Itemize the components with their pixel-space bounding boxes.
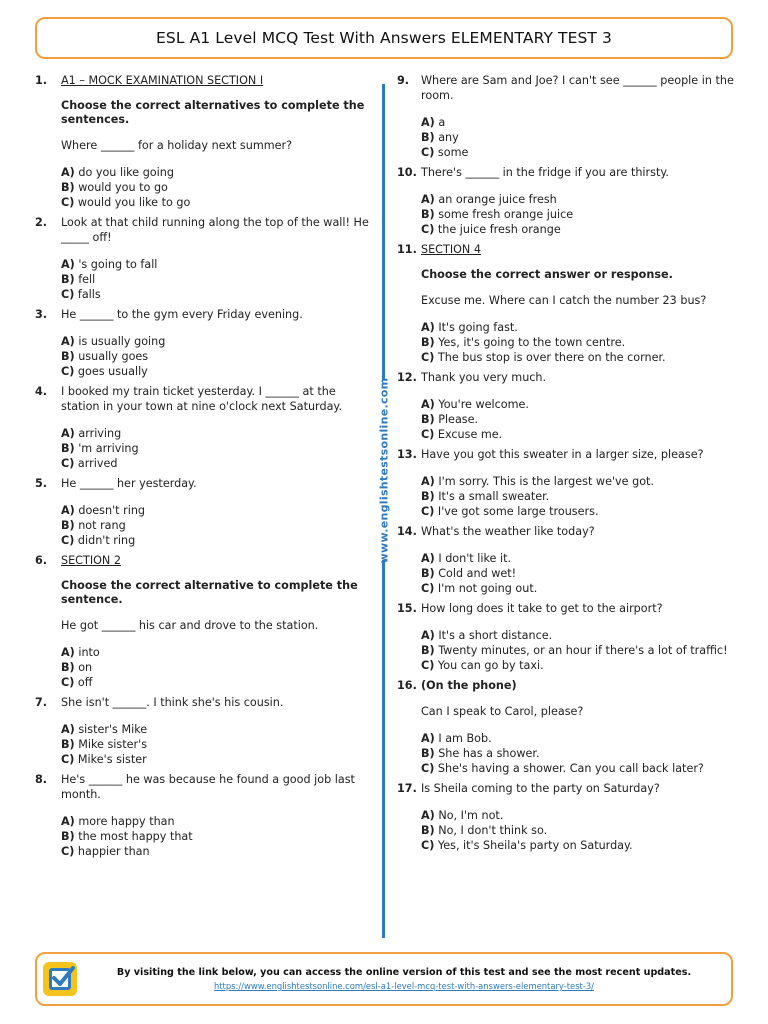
option-text: happier than [77, 845, 150, 858]
answer-options [61, 503, 375, 548]
option-letter: A) [61, 427, 75, 440]
question-number: 6. [35, 554, 48, 567]
option-text: Yes, it's going to the town centre. [438, 336, 626, 349]
option-letter: A) [421, 552, 435, 565]
footer-link[interactable]: https://www.englishtestsonline.com/esl-a1-level-mcq-test-with-answers-elementary-test-3/ [213, 981, 595, 991]
option-letter: B) [421, 567, 435, 580]
answer-option[interactable] [61, 814, 375, 829]
question-item [35, 695, 375, 767]
question-text: He ______ to the gym every Friday evening. [61, 308, 303, 321]
side-watermark [376, 377, 392, 563]
answer-option[interactable] [61, 349, 375, 364]
question-text: Can I speak to Carol, please? [421, 705, 584, 718]
option-text: any [438, 131, 459, 144]
option-letter: C) [421, 505, 435, 518]
option-letter: C) [61, 457, 75, 470]
option-letter: B) [61, 830, 75, 843]
option-letter: A) [421, 732, 435, 745]
option-letter: A) [421, 475, 435, 488]
answer-option[interactable] [61, 844, 375, 859]
answer-options [421, 808, 737, 853]
section-heading: A1 – MOCK EXAMINATION SECTION I [61, 74, 264, 87]
answer-option[interactable] [61, 272, 375, 287]
answer-option[interactable] [61, 533, 375, 548]
answer-option[interactable] [61, 195, 375, 210]
option-letter: C) [61, 288, 75, 301]
option-letter: A) [61, 335, 75, 348]
answer-option[interactable] [421, 504, 737, 519]
option-text: 'm arriving [78, 442, 139, 455]
option-letter: B) [421, 490, 435, 503]
question-item [397, 165, 737, 237]
question-text: How long does it take to get to the airport? [421, 602, 663, 615]
option-letter: B) [61, 738, 75, 751]
option-text: She has a shower. [438, 747, 540, 760]
answer-options [421, 192, 737, 237]
question-item [397, 73, 737, 160]
option-text: not rang [78, 519, 126, 532]
answer-options [61, 165, 375, 210]
answer-option[interactable] [61, 675, 375, 690]
option-letter: C) [421, 582, 435, 595]
question-item [35, 476, 375, 548]
question-text: Thank you very much. [421, 371, 547, 384]
answer-option[interactable] [61, 829, 375, 844]
answer-option[interactable] [421, 207, 737, 222]
answer-options [421, 397, 737, 442]
question-item [397, 447, 737, 519]
question-text: Where ______ for a holiday next summer? [61, 139, 293, 152]
option-text: You can go by taxi. [437, 659, 544, 672]
option-text: The bus stop is over there on the corner. [437, 351, 666, 364]
question-text: What's the weather like today? [421, 525, 595, 538]
option-letter: C) [421, 146, 435, 159]
answer-options [421, 731, 737, 776]
question-number: 15. [397, 602, 417, 615]
answer-option[interactable] [61, 752, 375, 767]
answer-option[interactable] [421, 474, 737, 489]
answer-option[interactable] [421, 746, 737, 761]
question-number: 13. [397, 448, 417, 461]
answer-option[interactable] [421, 551, 737, 566]
option-text: into [78, 646, 100, 659]
answer-option[interactable] [61, 645, 375, 660]
option-text: I am Bob. [438, 732, 492, 745]
section-heading: SECTION 2 [61, 554, 121, 567]
question-text: Is Sheila coming to the party on Saturday? [421, 782, 660, 795]
answer-options [421, 551, 737, 596]
option-letter: A) [61, 504, 75, 517]
question-item [35, 384, 375, 471]
option-letter: B) [61, 519, 75, 532]
option-letter: B) [61, 442, 75, 455]
footer-text: By visiting the link below, you can access the online version of this test and see the most recent updates. [116, 967, 692, 978]
option-text: didn't ring [77, 534, 136, 547]
option-text: I'm not going out. [437, 582, 538, 595]
answer-option[interactable] [421, 761, 737, 776]
option-text: arrived [77, 457, 118, 470]
question-number: 16. [397, 679, 417, 692]
answer-option[interactable] [61, 441, 375, 456]
option-letter: C) [61, 534, 75, 547]
option-letter: A) [61, 166, 75, 179]
option-letter: B) [421, 413, 435, 426]
answer-option[interactable] [61, 518, 375, 533]
answer-options [421, 115, 737, 160]
answer-option[interactable] [61, 334, 375, 349]
option-text: No, I don't think so. [438, 824, 548, 837]
option-text: usually goes [78, 350, 149, 363]
answer-option[interactable] [421, 222, 737, 237]
option-letter: A) [421, 116, 435, 129]
option-text: goes usually [77, 365, 148, 378]
answer-option[interactable] [421, 130, 737, 145]
answer-option[interactable] [61, 165, 375, 180]
question-number: 11. [397, 243, 417, 256]
answer-option[interactable] [421, 335, 737, 350]
answer-option[interactable] [421, 658, 737, 673]
option-text: 's going to fall [78, 258, 158, 271]
answer-option[interactable] [421, 823, 737, 838]
answer-option[interactable] [421, 427, 737, 442]
answer-option[interactable] [421, 320, 737, 335]
question-item [35, 772, 375, 859]
option-letter: C) [421, 762, 435, 775]
option-letter: A) [61, 646, 75, 659]
question-text: Have you got this sweater in a larger size, please? [421, 448, 704, 461]
option-text: Mike sister's [78, 738, 148, 751]
question-number: 14. [397, 525, 417, 538]
option-text: an orange juice fresh [438, 193, 557, 206]
option-letter: C) [421, 659, 435, 672]
answer-option[interactable] [61, 180, 375, 195]
option-letter: B) [61, 181, 75, 194]
answer-option[interactable] [61, 287, 375, 302]
section-instruction: Choose the correct alternative to complete the sentence. [61, 579, 358, 606]
question-item [397, 678, 737, 776]
option-text: You're welcome. [438, 398, 529, 411]
option-letter: A) [421, 629, 435, 642]
answer-option[interactable] [61, 737, 375, 752]
option-text: Mike's sister [77, 753, 147, 766]
question-item [397, 370, 737, 442]
left-column [35, 73, 375, 864]
question-text: She isn't ______. I think she's his cousin. [61, 696, 284, 709]
option-letter: B) [61, 661, 75, 674]
option-letter: B) [421, 644, 435, 657]
answer-option[interactable] [421, 643, 737, 658]
option-text: It's going fast. [438, 321, 518, 334]
right-column [397, 73, 737, 858]
option-letter: B) [421, 336, 435, 349]
question-text: He ______ her yesterday. [61, 477, 197, 490]
answer-option[interactable] [61, 364, 375, 379]
question-item [35, 307, 375, 379]
option-letter: A) [421, 809, 435, 822]
question-number: 3. [35, 308, 48, 321]
answer-option[interactable] [421, 566, 737, 581]
option-text: She's having a shower. Can you call back later? [437, 762, 704, 775]
option-letter: C) [61, 845, 75, 858]
question-number: 12. [397, 371, 417, 384]
option-text: sister's Mike [78, 723, 148, 736]
option-text: the juice fresh orange [437, 223, 561, 236]
option-letter: B) [61, 350, 75, 363]
question-number: 9. [397, 74, 410, 87]
option-text: some fresh orange juice [438, 208, 574, 221]
option-letter: C) [421, 428, 435, 441]
option-text: I don't like it. [438, 552, 512, 565]
option-letter: A) [421, 398, 435, 411]
question-text: He's ______ he was because he found a good job last month. [61, 773, 355, 801]
option-letter: A) [421, 321, 435, 334]
question-number: 2. [35, 216, 48, 229]
option-letter: A) [61, 258, 75, 271]
option-letter: A) [421, 193, 435, 206]
option-text: No, I'm not. [438, 809, 504, 822]
answer-option[interactable] [421, 838, 737, 853]
section-instruction: Choose the correct alternatives to complete the sentences. [61, 99, 365, 126]
answer-option[interactable] [421, 397, 737, 412]
option-text: falls [77, 288, 101, 301]
option-text: Excuse me. [437, 428, 503, 441]
answer-option[interactable] [421, 489, 737, 504]
option-letter: B) [421, 208, 435, 221]
question-item [397, 601, 737, 673]
option-text: I've got some large trousers. [437, 505, 599, 518]
option-letter: C) [421, 351, 435, 364]
question-item [35, 215, 375, 302]
page-title: ESL A1 Level MCQ Test With Answers ELEMENTARY TEST 3 [35, 17, 733, 59]
question-item [397, 242, 737, 365]
option-letter: C) [421, 223, 435, 236]
answer-option[interactable] [61, 257, 375, 272]
answer-option[interactable] [421, 731, 737, 746]
answer-options [61, 334, 375, 379]
option-text: do you like going [78, 166, 174, 179]
option-text: arriving [78, 427, 122, 440]
question-text: Excuse me. Where can I catch the number 23 bus? [421, 294, 707, 307]
question-text: There's ______ in the fridge if you are thirsty. [421, 166, 669, 179]
option-text: would you like to go [77, 196, 191, 209]
option-text: I'm sorry. This is the largest we've got. [438, 475, 654, 488]
option-text: Cold and wet! [438, 567, 517, 580]
answer-option[interactable] [421, 412, 737, 427]
answer-option[interactable] [61, 722, 375, 737]
option-letter: C) [61, 753, 75, 766]
question-item [397, 524, 737, 596]
option-letter: B) [421, 747, 435, 760]
question-item [35, 73, 375, 210]
question-text: He got ______ his car and drove to the station. [61, 619, 319, 632]
option-text: some [437, 146, 469, 159]
question-item [397, 781, 737, 853]
option-letter: A) [61, 815, 75, 828]
option-text: Yes, it's Sheila's party on Saturday. [437, 839, 633, 852]
question-text: I booked my train ticket yesterday. I ______ at the station in your town at nine o'clock next Saturday. [61, 385, 343, 413]
option-text: on [78, 661, 93, 674]
website-label: www.englishtestsonline.com [377, 377, 391, 563]
question-item [35, 553, 375, 690]
answer-option[interactable] [421, 628, 737, 643]
option-letter: B) [421, 131, 435, 144]
question-text: Where are Sam and Joe? I can't see ______ people in the room. [421, 74, 734, 102]
option-text: would you to go [78, 181, 168, 194]
answer-option[interactable] [421, 115, 737, 130]
answer-option[interactable] [61, 426, 375, 441]
option-text: It's a small sweater. [438, 490, 550, 503]
option-text: fell [78, 273, 96, 286]
answer-options [61, 814, 375, 859]
question-number: 10. [397, 166, 417, 179]
option-letter: C) [61, 365, 75, 378]
option-letter: A) [61, 723, 75, 736]
answer-options [61, 645, 375, 690]
answer-options [421, 474, 737, 519]
question-number: 17. [397, 782, 417, 795]
checkbox-logo-icon [43, 962, 77, 996]
section-instruction: Choose the correct answer or response. [421, 268, 673, 281]
question-number: 1. [35, 74, 48, 87]
question-context: (On the phone) [421, 679, 517, 692]
answer-option[interactable] [61, 503, 375, 518]
question-number: 4. [35, 385, 48, 398]
option-text: a [438, 116, 446, 129]
answer-options [421, 628, 737, 673]
question-number: 8. [35, 773, 48, 786]
question-text: Look at that child running along the top of the wall! He _____ off! [61, 216, 369, 244]
option-letter: C) [61, 196, 75, 209]
answer-option[interactable] [421, 581, 737, 596]
option-letter: B) [421, 824, 435, 837]
section-heading: SECTION 4 [421, 243, 481, 256]
answer-options [61, 722, 375, 767]
answer-options [61, 426, 375, 471]
option-text: Twenty minutes, or an hour if there's a lot of traffic! [438, 644, 728, 657]
option-text: Please. [438, 413, 479, 426]
option-text: off [77, 676, 93, 689]
option-text: is usually going [78, 335, 166, 348]
option-text: the most happy that [78, 830, 193, 843]
option-text: doesn't ring [78, 504, 146, 517]
answer-option[interactable] [421, 145, 737, 160]
question-number: 7. [35, 696, 48, 709]
question-number: 5. [35, 477, 48, 490]
option-letter: C) [61, 676, 75, 689]
answer-options [421, 320, 737, 365]
footer [35, 952, 733, 1006]
answer-option[interactable] [421, 808, 737, 823]
option-text: It's a short distance. [438, 629, 553, 642]
answer-option[interactable] [421, 192, 737, 207]
answer-option[interactable] [61, 660, 375, 675]
option-text: more happy than [78, 815, 175, 828]
answer-options [61, 257, 375, 302]
answer-option[interactable] [61, 456, 375, 471]
option-letter: C) [421, 839, 435, 852]
answer-option[interactable] [421, 350, 737, 365]
option-letter: B) [61, 273, 75, 286]
